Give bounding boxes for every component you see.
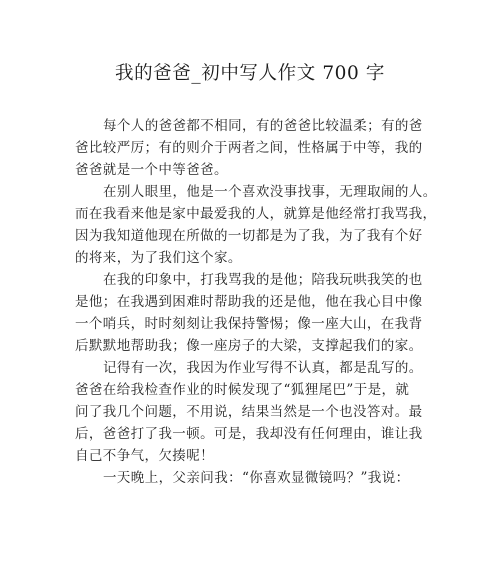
text-line: 记得有一次，我因为作业写得不认真，都是乱写的。 [103,360,423,376]
paragraph-3 [75,269,425,357]
paragraph-2 [75,181,437,269]
paragraph-5 [75,467,425,489]
text-line: 在别人眼里，他是一个喜欢没事找事，无理取闹的人。 [103,184,437,200]
text-line: 因为我知道他现在所做的一切都是为了我，为了我有个好 [75,228,423,244]
document-title: 我的爸爸_初中写人作文 700 字 [114,63,386,84]
text-line: 自己不争气，欠揍呢！ [75,448,214,464]
text-line: 的将来，为了我们这个家。 [75,250,242,266]
text-line: 而在我看来他是家中最爱我的人，就算是他经常打我骂我， [75,206,437,222]
text-line: 一天晚上，父亲问我：“你喜欢显微镜吗？”我说： [103,470,410,486]
paragraph-4 [75,357,425,467]
bottom-fade [0,550,500,566]
text-line: 爸爸就是一个中等爸爸。 [75,162,228,178]
paragraph-1 [75,115,425,181]
text-line: 每个人的爸爸都不相同，有的爸爸比较温柔；有的爸 [103,118,423,134]
text-line: 爸爸在给我检查作业的时候发现了“狐狸尾巴”于是，就 [75,382,410,398]
text-line: 是他；在我遇到困难时帮助我的还是他，他在我心目中像 [75,294,423,310]
text-line: 问了我几个问题，不用说，结果当然是一个也没答对。最 [75,404,423,420]
document-body [75,115,437,489]
text-line: 爸比较严厉；有的则介于两者之间，性格属于中等，我的 [75,140,423,156]
text-line: 后默默地帮助我；像一座房子的大梁，支撑起我们的家。 [75,338,423,354]
text-line: 后，爸爸打了我一顿。可是，我却没有任何理由，谁让我 [75,426,423,442]
text-line: 在我的印象中，打我骂我的是他；陪我玩哄我笑的也 [103,272,423,288]
text-line: 一个哨兵，时时刻刻让我保持警惕；像一座大山，在我背 [75,316,423,332]
